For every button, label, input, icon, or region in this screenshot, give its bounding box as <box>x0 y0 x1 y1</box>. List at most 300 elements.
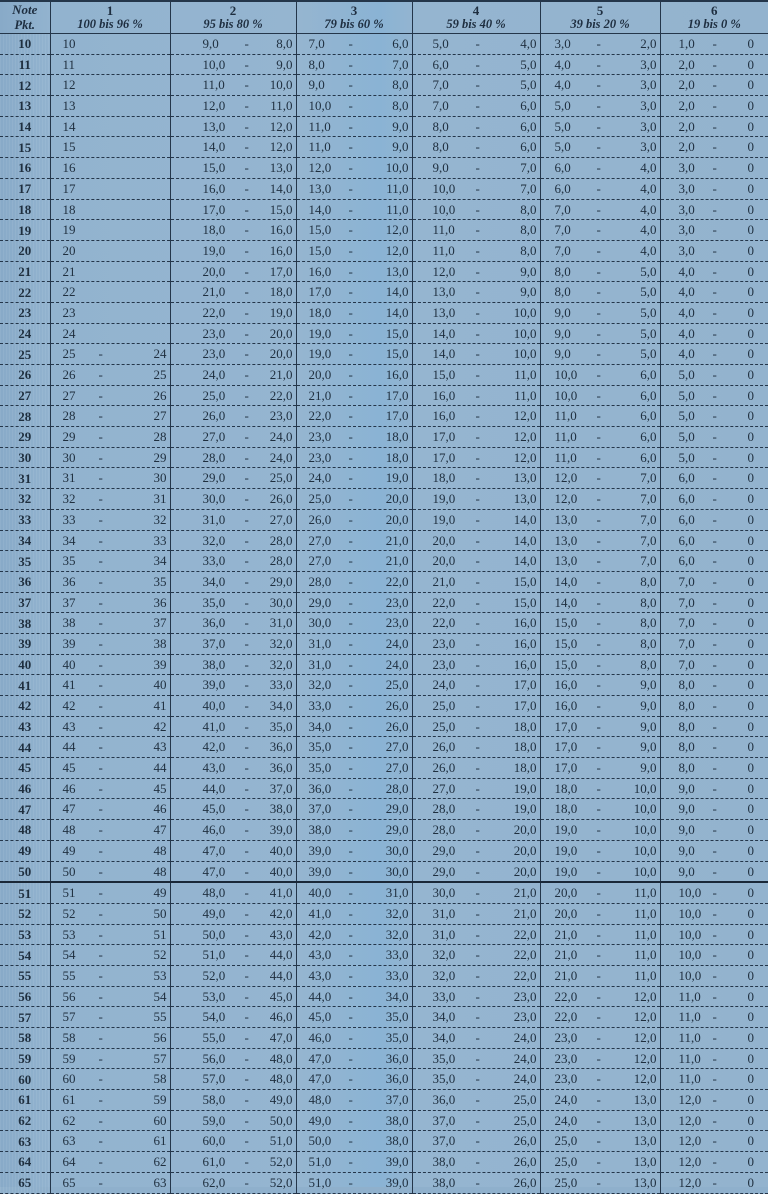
range-cell-col-5 <box>540 178 660 199</box>
range-cell-col-4 <box>412 406 540 427</box>
range-separator: - <box>596 615 601 631</box>
range-cell-col-5 <box>540 716 660 737</box>
note-points-cell: 52 <box>0 903 50 924</box>
range-cell-col-4 <box>412 54 540 75</box>
range-cell-col-5 <box>540 240 660 261</box>
note-points-cell: 30 <box>0 447 50 468</box>
range-upper-value: 31 <box>62 470 76 486</box>
range-separator: - <box>98 367 103 382</box>
range-lower-value: 11,0 <box>634 947 657 963</box>
note-points-cell: 49 <box>0 840 50 861</box>
range-separator: - <box>712 635 717 651</box>
range-lower-value: 7,0 <box>640 491 657 507</box>
range-lower-value: 9,0 <box>276 56 293 72</box>
range-cell-col-6 <box>660 945 768 966</box>
range-separator: - <box>596 801 601 817</box>
table-row <box>0 613 768 634</box>
range-separator: - <box>712 408 717 424</box>
range-separator: - <box>712 180 717 196</box>
range-cell-col-5 <box>540 1007 660 1028</box>
range-separator: - <box>596 553 601 569</box>
range-separator: - <box>348 201 353 217</box>
range-lower-value: 48 <box>153 842 167 858</box>
range-separator: - <box>244 367 249 382</box>
range-upper-value: 4,0 <box>678 284 695 300</box>
range-lower-value: 0 <box>747 325 754 341</box>
range-lower-value: 0 <box>747 1071 754 1087</box>
range-cell-col-1 <box>50 199 170 220</box>
range-upper-value: 49 <box>62 842 76 858</box>
range-separator: - <box>348 1112 353 1128</box>
range-lower-value: 6,0 <box>520 139 537 155</box>
range-lower-value: 36 <box>153 594 167 610</box>
range-upper-value: 64 <box>62 1154 76 1170</box>
range-lower-value: 53 <box>153 967 167 983</box>
range-lower-value: 2,0 <box>640 36 657 51</box>
range-separator: - <box>244 284 249 300</box>
range-cell-col-5 <box>540 96 660 117</box>
range-upper-value: 23,0 <box>202 346 226 362</box>
note-points-cell: 40 <box>0 654 50 675</box>
range-cell-col-4 <box>412 1131 540 1152</box>
range-cell-col-1 <box>50 75 170 96</box>
range-cell-col-6 <box>660 137 768 158</box>
table-row <box>0 530 768 551</box>
range-cell-col-6 <box>660 799 768 820</box>
range-lower-value: 50 <box>153 905 167 921</box>
range-lower-value: 19,0 <box>513 801 537 817</box>
range-upper-value: 21,0 <box>432 573 456 589</box>
range-cell-col-1 <box>50 551 170 572</box>
range-cell-col-2 <box>170 96 296 117</box>
range-upper-value: 11,0 <box>678 1030 701 1045</box>
range-cell-col-4 <box>412 737 540 758</box>
range-lower-value: 0 <box>747 77 754 93</box>
range-cell-col-1 <box>50 116 170 137</box>
range-lower-value: 5,0 <box>640 284 657 300</box>
range-cell-col-4 <box>412 344 540 365</box>
range-lower-value: 46 <box>153 801 167 817</box>
range-lower-value: 32,0 <box>385 905 409 921</box>
range-upper-value: 6,0 <box>554 160 571 176</box>
range-cell-col-3 <box>296 820 412 841</box>
range-upper-value: 20,0 <box>432 532 456 548</box>
range-upper-value: 14,0 <box>432 325 456 341</box>
range-separator: - <box>348 635 353 651</box>
range-upper-value: 37,0 <box>202 635 226 651</box>
range-separator: - <box>712 429 717 445</box>
range-cell-col-6 <box>660 1172 768 1193</box>
range-separator: - <box>98 346 103 362</box>
range-upper-value: 11,0 <box>308 118 331 134</box>
range-separator: - <box>596 160 601 176</box>
range-upper-value: 8,0 <box>308 56 325 72</box>
range-upper-value: 15,0 <box>308 222 332 238</box>
table-row <box>0 75 768 96</box>
range-separator: - <box>712 718 717 734</box>
range-upper-value: 51,0 <box>308 1154 332 1170</box>
range-upper-value: 62 <box>62 1112 76 1128</box>
range-lower-value: 17,0 <box>385 387 409 403</box>
range-upper-value: 32 <box>62 491 76 507</box>
range-separator: - <box>596 77 601 93</box>
range-lower-value: 36,0 <box>269 760 293 776</box>
range-cell-col-1 <box>50 1110 170 1131</box>
range-separator: - <box>475 429 480 445</box>
range-separator: - <box>596 863 601 879</box>
range-separator: - <box>712 967 717 983</box>
range-upper-value: 9,0 <box>678 863 695 879</box>
range-upper-value: 13,0 <box>432 284 456 300</box>
note-points-cell: 59 <box>0 1048 50 1069</box>
range-separator: - <box>712 1050 717 1066</box>
table-row <box>0 696 768 717</box>
range-cell-col-5 <box>540 34 660 55</box>
range-cell-col-4 <box>412 447 540 468</box>
range-separator: - <box>244 947 249 963</box>
range-separator: - <box>244 1092 249 1108</box>
range-upper-value: 34,0 <box>432 1030 456 1045</box>
range-separator: - <box>244 98 249 114</box>
range-upper-value: 7,0 <box>432 98 449 114</box>
points-label: Pkt. <box>14 18 35 32</box>
range-separator: - <box>244 429 249 445</box>
range-lower-value: 23,0 <box>269 408 293 424</box>
range-cell-col-2 <box>170 799 296 820</box>
range-cell-col-5 <box>540 116 660 137</box>
range-lower-value: 10,0 <box>513 325 537 341</box>
range-upper-value: 60,0 <box>202 1133 226 1149</box>
range-separator: - <box>348 532 353 548</box>
range-upper-value: 14,0 <box>554 594 578 610</box>
range-separator: - <box>348 1133 353 1149</box>
range-lower-value: 8,0 <box>640 615 657 631</box>
table-row <box>0 799 768 820</box>
range-upper-value: 22 <box>62 284 76 300</box>
range-upper-value: 24,0 <box>432 677 456 693</box>
range-cell-col-2 <box>170 365 296 386</box>
range-upper-value: 5,0 <box>554 139 571 155</box>
range-lower-value: 14,0 <box>513 511 537 527</box>
range-separator: - <box>348 367 353 382</box>
range-separator: - <box>475 408 480 424</box>
range-lower-value: 0 <box>747 926 754 942</box>
range-upper-value: 18,0 <box>202 222 226 238</box>
range-separator: - <box>348 573 353 589</box>
range-lower-value: 33,0 <box>385 967 409 983</box>
range-cell-col-6 <box>660 447 768 468</box>
range-lower-value: 20,0 <box>269 325 293 341</box>
range-upper-value: 14,0 <box>202 139 226 155</box>
range-lower-value: 4,0 <box>640 160 657 176</box>
range-lower-value: 3,0 <box>640 77 657 93</box>
range-lower-value: 48,0 <box>269 1071 293 1087</box>
range-upper-value: 18 <box>62 201 76 217</box>
note-points-cell: 15 <box>0 137 50 158</box>
range-lower-value: 0 <box>747 615 754 631</box>
table-row <box>0 633 768 654</box>
range-lower-value: 36,0 <box>385 1071 409 1087</box>
range-cell-col-5 <box>540 965 660 986</box>
range-upper-value: 60 <box>62 1071 76 1087</box>
range-separator: - <box>348 263 353 279</box>
range-separator: - <box>596 1133 601 1149</box>
range-upper-value: 38,0 <box>432 1154 456 1170</box>
range-cell-col-3 <box>296 986 412 1007</box>
range-separator: - <box>348 1030 353 1045</box>
range-upper-value: 56 <box>62 988 76 1004</box>
range-upper-value: 7,0 <box>308 36 325 51</box>
range-cell-col-2 <box>170 1110 296 1131</box>
range-lower-value: 5,0 <box>640 263 657 279</box>
range-lower-value: 6,0 <box>640 408 657 424</box>
range-separator: - <box>244 739 249 755</box>
range-cell-col-2 <box>170 1028 296 1049</box>
range-upper-value: 54 <box>62 947 76 963</box>
range-cell-col-5 <box>540 592 660 613</box>
range-upper-value: 4,0 <box>678 346 695 362</box>
range-cell-col-5 <box>540 468 660 489</box>
range-lower-value: 34,0 <box>269 698 293 713</box>
range-cell-col-5 <box>540 509 660 530</box>
range-upper-value: 17,0 <box>308 284 332 300</box>
range-separator: - <box>596 56 601 72</box>
range-upper-value: 19,0 <box>432 491 456 507</box>
range-upper-value: 14 <box>62 118 76 134</box>
note-points-header <box>0 1 50 34</box>
range-cell-col-2 <box>170 654 296 675</box>
table-row <box>0 240 768 261</box>
range-cell-col-6 <box>660 965 768 986</box>
range-separator: - <box>596 387 601 403</box>
range-upper-value: 10,0 <box>202 56 226 72</box>
range-cell-col-1 <box>50 1028 170 1049</box>
range-separator: - <box>712 885 717 901</box>
range-cell-col-1 <box>50 282 170 303</box>
range-upper-value: 31,0 <box>432 926 456 942</box>
range-cell-col-3 <box>296 406 412 427</box>
range-separator: - <box>348 118 353 134</box>
range-separator: - <box>596 1174 601 1190</box>
note-points-cell: 57 <box>0 1007 50 1028</box>
range-cell-col-3 <box>296 1028 412 1049</box>
range-separator: - <box>98 988 103 1004</box>
range-lower-value: 30,0 <box>269 594 293 610</box>
range-cell-col-2 <box>170 613 296 634</box>
range-upper-value: 34,0 <box>202 573 226 589</box>
range-lower-value: 21,0 <box>385 553 409 569</box>
range-cell-col-5 <box>540 447 660 468</box>
range-cell-col-6 <box>660 158 768 179</box>
range-lower-value: 12,0 <box>633 1009 657 1025</box>
range-lower-value: 32 <box>153 511 167 527</box>
range-cell-col-5 <box>540 654 660 675</box>
range-separator: - <box>98 1030 103 1045</box>
range-lower-value: 0 <box>747 780 754 796</box>
range-separator: - <box>244 263 249 279</box>
range-upper-value: 9,0 <box>678 842 695 858</box>
range-upper-value: 19 <box>62 222 76 238</box>
range-upper-value: 21,0 <box>202 284 226 300</box>
range-upper-value: 20,0 <box>554 885 578 901</box>
range-cell-col-5 <box>540 1110 660 1131</box>
range-lower-value: 11,0 <box>634 885 657 901</box>
range-cell-col-5 <box>540 675 660 696</box>
note-points-cell: 41 <box>0 675 50 696</box>
range-cell-col-4 <box>412 799 540 820</box>
range-cell-col-4 <box>412 365 540 386</box>
range-lower-value: 30,0 <box>385 842 409 858</box>
range-separator: - <box>712 553 717 569</box>
range-lower-value: 24 <box>153 346 167 362</box>
range-upper-value: 40 <box>62 656 76 672</box>
range-separator: - <box>475 304 480 320</box>
range-cell-col-2 <box>170 178 296 199</box>
range-upper-value: 9,0 <box>308 77 325 93</box>
range-separator: - <box>596 822 601 838</box>
range-cell-col-4 <box>412 427 540 448</box>
range-upper-value: 53,0 <box>202 988 226 1004</box>
range-cell-col-4 <box>412 571 540 592</box>
range-cell-col-6 <box>660 778 768 799</box>
range-separator: - <box>596 1009 601 1025</box>
range-cell-col-6 <box>660 96 768 117</box>
range-separator: - <box>348 1174 353 1190</box>
range-upper-value: 5,0 <box>554 98 571 114</box>
range-upper-value: 34 <box>62 532 76 548</box>
range-cell-col-3 <box>296 1048 412 1069</box>
range-lower-value: 13,0 <box>269 160 293 176</box>
range-cell-col-1 <box>50 365 170 386</box>
range-separator: - <box>475 1050 480 1066</box>
range-separator: - <box>475 905 480 921</box>
table-row <box>0 158 768 179</box>
range-upper-value: 3,0 <box>678 160 695 176</box>
range-separator: - <box>712 346 717 362</box>
range-separator: - <box>348 304 353 320</box>
range-cell-col-3 <box>296 1172 412 1193</box>
range-lower-value: 28,0 <box>269 532 293 548</box>
range-lower-value: 33 <box>153 532 167 548</box>
range-separator: - <box>98 718 103 734</box>
range-upper-value: 14,0 <box>554 573 578 589</box>
range-cell-col-4 <box>412 1028 540 1049</box>
range-cell-col-6 <box>660 1152 768 1173</box>
range-separator: - <box>244 36 249 51</box>
range-cell-col-3 <box>296 778 412 799</box>
range-upper-value: 11,0 <box>678 1050 701 1066</box>
range-upper-value: 8,0 <box>678 739 695 755</box>
range-lower-value: 0 <box>747 408 754 424</box>
range-upper-value: 23,0 <box>554 1030 578 1045</box>
range-separator: - <box>596 325 601 341</box>
range-cell-col-4 <box>412 820 540 841</box>
range-upper-value: 24,0 <box>554 1112 578 1128</box>
range-lower-value: 13,0 <box>513 491 537 507</box>
table-row <box>0 778 768 799</box>
range-separator: - <box>475 449 480 465</box>
range-separator: - <box>98 408 103 424</box>
range-lower-value: 15,0 <box>385 346 409 362</box>
range-upper-value: 51 <box>62 885 76 901</box>
range-upper-value: 4,0 <box>554 56 571 72</box>
table-row <box>0 261 768 282</box>
range-upper-value: 15,0 <box>554 615 578 631</box>
range-cell-col-3 <box>296 137 412 158</box>
range-separator: - <box>475 118 480 134</box>
range-upper-value: 48,0 <box>202 885 226 901</box>
range-separator: - <box>475 77 480 93</box>
range-lower-value: 15,0 <box>513 594 537 610</box>
range-cell-col-4 <box>412 924 540 945</box>
range-separator: - <box>475 801 480 817</box>
range-separator: - <box>596 222 601 238</box>
range-cell-col-3 <box>296 965 412 986</box>
range-lower-value: 21,0 <box>513 885 537 901</box>
range-upper-value: 18,0 <box>554 780 578 796</box>
range-separator: - <box>596 594 601 610</box>
range-cell-col-2 <box>170 199 296 220</box>
range-lower-value: 44,0 <box>269 947 293 963</box>
range-lower-value: 38,0 <box>385 1133 409 1149</box>
range-upper-value: 43,0 <box>202 760 226 776</box>
range-upper-value: 17,0 <box>554 739 578 755</box>
range-upper-value: 11,0 <box>554 449 577 465</box>
range-lower-value: 22,0 <box>513 967 537 983</box>
range-upper-value: 27,0 <box>308 553 332 569</box>
range-separator: - <box>475 56 480 72</box>
table-row <box>0 406 768 427</box>
range-upper-value: 10,0 <box>554 387 578 403</box>
range-lower-value: 39,0 <box>385 1174 409 1190</box>
range-lower-value: 35,0 <box>385 1009 409 1025</box>
range-separator: - <box>244 491 249 507</box>
range-upper-value: 11,0 <box>202 77 225 93</box>
range-separator: - <box>596 885 601 901</box>
range-separator: - <box>712 822 717 838</box>
range-cell-col-1 <box>50 861 170 882</box>
range-upper-value: 11,0 <box>678 1009 701 1025</box>
range-separator: - <box>712 1092 717 1108</box>
range-lower-value: 32,0 <box>385 926 409 942</box>
range-separator: - <box>712 926 717 942</box>
range-lower-value: 0 <box>747 180 754 196</box>
range-lower-value: 24,0 <box>513 1050 537 1066</box>
range-separator: - <box>596 739 601 755</box>
range-upper-value: 19,0 <box>432 511 456 527</box>
range-upper-value: 17,0 <box>432 449 456 465</box>
range-separator: - <box>348 284 353 300</box>
range-lower-value: 0 <box>747 470 754 486</box>
range-lower-value: 16,0 <box>385 367 409 382</box>
range-lower-value: 8,0 <box>640 594 657 610</box>
range-cell-col-3 <box>296 633 412 654</box>
range-cell-col-2 <box>170 406 296 427</box>
range-upper-value: 29,0 <box>202 470 226 486</box>
range-upper-value: 8,0 <box>678 677 695 693</box>
range-lower-value: 0 <box>747 842 754 858</box>
range-separator: - <box>98 698 103 713</box>
range-cell-col-3 <box>296 240 412 261</box>
range-upper-value: 33,0 <box>432 988 456 1004</box>
range-separator: - <box>475 863 480 879</box>
range-upper-value: 55 <box>62 967 76 983</box>
range-cell-col-2 <box>170 1152 296 1173</box>
range-cell-col-5 <box>540 633 660 654</box>
range-cell-col-2 <box>170 551 296 572</box>
range-separator: - <box>712 1009 717 1025</box>
range-lower-value: 17,0 <box>385 408 409 424</box>
